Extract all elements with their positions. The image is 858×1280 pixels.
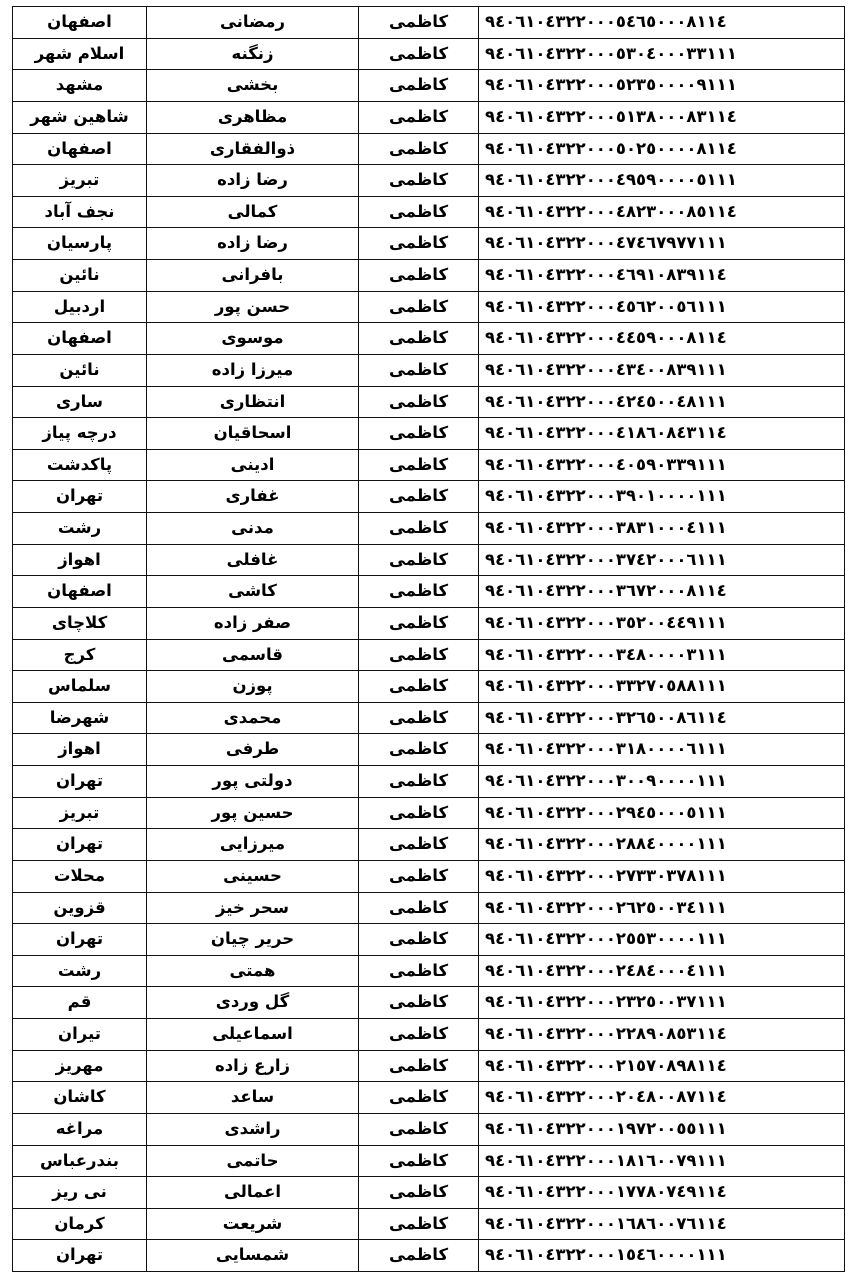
code-cell: ۹٤۰٦۱۰٤۳۲۲۰۰۰٥٤٦٥۰۰۰۸۱۱٤ — [479, 7, 845, 39]
first-name-cell: کاظمی — [359, 829, 479, 861]
city-cell: مهریز — [13, 1050, 147, 1082]
table-row — [13, 196, 845, 228]
code-cell: ۹٤۰٦۱۰٤۳۲۲۰۰۰۱۷۷۸۰۷٤۹۱۱٤ — [479, 1177, 845, 1209]
first-name-cell: کاظمی — [359, 1050, 479, 1082]
first-name-cell: کاظمی — [359, 860, 479, 892]
first-name-cell: کاظمی — [359, 418, 479, 450]
code-cell: ۹٤۰٦۱۰٤۳۲۲۰۰۰۲۹٤٥۰۰۰٥۱۱۱ — [479, 797, 845, 829]
city-cell: اصفهان — [13, 7, 147, 39]
last-name-cell: شریعت — [147, 1208, 359, 1240]
table-row — [13, 829, 845, 861]
code-cell: ۹٤۰٦۱۰٤۳۲۲۰۰۰۱۸۱٦۰۰۷۹۱۱۱ — [479, 1145, 845, 1177]
first-name-cell: کاظمی — [359, 260, 479, 292]
first-name-cell: کاظمی — [359, 1240, 479, 1272]
city-cell: اردبیل — [13, 291, 147, 323]
city-cell: تهران — [13, 924, 147, 956]
table-row — [13, 1177, 845, 1209]
first-name-cell: کاظمی — [359, 924, 479, 956]
first-name-cell: کاظمی — [359, 1082, 479, 1114]
city-cell: تهران — [13, 829, 147, 861]
city-cell: اسلام شهر — [13, 38, 147, 70]
first-name-cell: کاظمی — [359, 70, 479, 102]
table-row — [13, 987, 845, 1019]
last-name-cell: حسینی — [147, 860, 359, 892]
records-table — [12, 6, 845, 1272]
last-name-cell: غفاری — [147, 481, 359, 513]
last-name-cell: محمدی — [147, 702, 359, 734]
table-row — [13, 702, 845, 734]
table-row — [13, 892, 845, 924]
last-name-cell: اسحاقیان — [147, 418, 359, 450]
code-cell: ۹٤۰٦۱۰٤۳۲۲۰۰۰۲۷۳۳۰۳۷۸۱۱۱ — [479, 860, 845, 892]
last-name-cell: راشدی — [147, 1113, 359, 1145]
first-name-cell: کاظمی — [359, 291, 479, 323]
code-cell: ۹٤۰٦۱۰٤۳۲۲۰۰۰۲۳۲٥۰۰۳۷۱۱۱ — [479, 987, 845, 1019]
first-name-cell: کاظمی — [359, 702, 479, 734]
city-cell: محلات — [13, 860, 147, 892]
code-cell: ۹٤۰٦۱۰٤۳۲۲۰۰۰۲٤۸٤۰۰۰٤۱۱۱ — [479, 955, 845, 987]
code-cell: ۹٤۰٦۱۰٤۳۲۲۰۰۰۳۰۰۹۰۰۰۰۱۱۱ — [479, 766, 845, 798]
first-name-cell: کاظمی — [359, 449, 479, 481]
table-row — [13, 228, 845, 260]
code-cell: ۹٤۰٦۱۰٤۳۲۲۰۰۰۳٦۷۲۰۰۰۸۱۱٤ — [479, 576, 845, 608]
first-name-cell: کاظمی — [359, 987, 479, 1019]
last-name-cell: ادینی — [147, 449, 359, 481]
code-cell: ۹٤۰٦۱۰٤۳۲۲۰۰۰۳٤۸۰۰۰۰۳۱۱۱ — [479, 639, 845, 671]
table-row — [13, 671, 845, 703]
last-name-cell: حسن پور — [147, 291, 359, 323]
city-cell: تبریز — [13, 797, 147, 829]
city-cell: اصفهان — [13, 323, 147, 355]
city-cell: نی ریز — [13, 1177, 147, 1209]
table-row — [13, 260, 845, 292]
first-name-cell: کاظمی — [359, 1145, 479, 1177]
table-row — [13, 1208, 845, 1240]
code-cell: ۹٤۰٦۱۰٤۳۲۲۰۰۰۱٥٤٦۰۰۰۰۱۱۱ — [479, 1240, 845, 1272]
table-row — [13, 1050, 845, 1082]
code-cell: ۹٤۰٦۱۰٤۳۲۲۰۰۰٤٤٥۹۰۰۰۸۱۱٤ — [479, 323, 845, 355]
last-name-cell: حریر چیان — [147, 924, 359, 956]
city-cell: درچه پیاز — [13, 418, 147, 450]
table-row — [13, 607, 845, 639]
code-cell: ۹٤۰٦۱۰٤۳۲۲۰۰۰۳۷٤۲۰۰۰٦۱۱۱ — [479, 544, 845, 576]
first-name-cell: کاظمی — [359, 1019, 479, 1051]
code-cell: ۹٤۰٦۱۰٤۳۲۲۰۰۰۳۲٦٥۰۰۸٦۱۱٤ — [479, 702, 845, 734]
code-cell: ۹٤۰٦۱۰٤۳۲۲۰۰۰٥۲۳٥۰۰۰۰۹۱۱۱ — [479, 70, 845, 102]
last-name-cell: همتی — [147, 955, 359, 987]
code-cell: ۹٤۰٦۱۰٤۳۲۲۰۰۰٥۰۲٥۰۰۰۰۸۱۱٤ — [479, 133, 845, 165]
code-cell: ۹٤۰٦۱۰٤۳۲۲۰۰۰۲۸۸٤۰۰۰۰۱۱۱ — [479, 829, 845, 861]
table-row — [13, 291, 845, 323]
last-name-cell: میرزا زاده — [147, 354, 359, 386]
code-cell: ۹٤۰٦۱۰٤۳۲۲۰۰۰٤۱۸٦۰۸٤۳۱۱٤ — [479, 418, 845, 450]
code-cell: ۹٤۰٦۱۰٤۳۲۲۰۰۰۳۳۲۷۰٥۸۸۱۱۱ — [479, 671, 845, 703]
last-name-cell: مظاهری — [147, 101, 359, 133]
table-row — [13, 354, 845, 386]
code-cell: ۹٤۰٦۱۰٤۳۲۲۰۰۰٤٦۹۱۰۸۳۹۱۱٤ — [479, 260, 845, 292]
city-cell: اهواز — [13, 734, 147, 766]
city-cell: پارسیان — [13, 228, 147, 260]
first-name-cell: کاظمی — [359, 7, 479, 39]
code-cell: ۹٤۰٦۱۰٤۳۲۲۰۰۰۲۰٤۸۰۰۸۷۱۱٤ — [479, 1082, 845, 1114]
last-name-cell: کاشی — [147, 576, 359, 608]
code-cell: ۹٤۰٦۱۰٤۳۲۲۰۰۰۱۹۷۲۰۰٥٥۱۱۱ — [479, 1113, 845, 1145]
table-row — [13, 165, 845, 197]
table-row — [13, 70, 845, 102]
last-name-cell: انتظاری — [147, 386, 359, 418]
code-cell: ۹٤۰٦۱۰٤۳۲۲۰۰۰۳۸۳۱۰۰۰٤۱۱۱ — [479, 513, 845, 545]
table-row — [13, 1145, 845, 1177]
code-cell: ۹٤۰٦۱۰٤۳۲۲۰۰۰٤۳٤۰۰۸۳۹۱۱۱ — [479, 354, 845, 386]
table-row — [13, 481, 845, 513]
last-name-cell: ذوالفقاری — [147, 133, 359, 165]
records-table-body — [13, 7, 845, 1272]
table-row — [13, 1240, 845, 1272]
code-cell: ۹٤۰٦۱۰٤۳۲۲۰۰۰۳۱۸۰۰۰۰٦۱۱۱ — [479, 734, 845, 766]
table-row — [13, 544, 845, 576]
code-cell: ۹٤۰٦۱۰٤۳۲۲۰۰۰٤۹٥۹۰۰۰۰٥۱۱۱ — [479, 165, 845, 197]
last-name-cell: ساعد — [147, 1082, 359, 1114]
code-cell: ۹٤۰٦۱۰٤۳۲۲۰۰۰٥۳۰٤۰۰۰۳۳۱۱۱ — [479, 38, 845, 70]
city-cell: بندرعباس — [13, 1145, 147, 1177]
first-name-cell: کاظمی — [359, 481, 479, 513]
last-name-cell: موسوی — [147, 323, 359, 355]
city-cell: نائین — [13, 260, 147, 292]
table-row — [13, 576, 845, 608]
last-name-cell: بخشی — [147, 70, 359, 102]
first-name-cell: کاظمی — [359, 38, 479, 70]
first-name-cell: کاظمی — [359, 1177, 479, 1209]
table-row — [13, 955, 845, 987]
code-cell: ۹٤۰٦۱۰٤۳۲۲۰۰۰٤٥٦۲۰۰٥٦۱۱۱ — [479, 291, 845, 323]
last-name-cell: اعمالی — [147, 1177, 359, 1209]
first-name-cell: کاظمی — [359, 544, 479, 576]
city-cell: رشت — [13, 955, 147, 987]
city-cell: کرمان — [13, 1208, 147, 1240]
code-cell: ۹٤۰٦۱۰٤۳۲۲۰۰۰٤۰٥۹۰۳۳۹۱۱۱ — [479, 449, 845, 481]
code-cell: ۹٤۰٦۱۰٤۳۲۲۰۰۰۳٥۲۰۰٤٤۹۱۱۱ — [479, 607, 845, 639]
first-name-cell: کاظمی — [359, 101, 479, 133]
city-cell: تهران — [13, 481, 147, 513]
table-row — [13, 639, 845, 671]
code-cell: ۹٤۰٦۱۰٤۳۲۲۰۰۰۲٥٥۳۰۰۰۰۱۱۱ — [479, 924, 845, 956]
city-cell: قم — [13, 987, 147, 1019]
city-cell: رشت — [13, 513, 147, 545]
code-cell: ۹٤۰٦۱۰٤۳۲۲۰۰۰۲۱٥۷۰۸۹۸۱۱٤ — [479, 1050, 845, 1082]
city-cell: اصفهان — [13, 576, 147, 608]
last-name-cell: بافرانی — [147, 260, 359, 292]
table-row — [13, 133, 845, 165]
last-name-cell: غافلی — [147, 544, 359, 576]
table-row — [13, 323, 845, 355]
city-cell: تهران — [13, 766, 147, 798]
city-cell: کاشان — [13, 1082, 147, 1114]
table-row — [13, 1113, 845, 1145]
last-name-cell: شمسایی — [147, 1240, 359, 1272]
code-cell: ۹٤۰٦۱۰٤۳۲۲۰۰۰۱٦۸٦۰۰۷٦۱۱٤ — [479, 1208, 845, 1240]
last-name-cell: زنگنه — [147, 38, 359, 70]
city-cell: شاهین شهر — [13, 101, 147, 133]
code-cell: ۹٤۰٦۱۰٤۳۲۲۰۰۰٤۲٤٥۰۰٤۸۱۱۱ — [479, 386, 845, 418]
first-name-cell: کاظمی — [359, 671, 479, 703]
first-name-cell: کاظمی — [359, 607, 479, 639]
city-cell: تیران — [13, 1019, 147, 1051]
table-row — [13, 513, 845, 545]
first-name-cell: کاظمی — [359, 228, 479, 260]
first-name-cell: کاظمی — [359, 165, 479, 197]
table-row — [13, 766, 845, 798]
city-cell: تهران — [13, 1240, 147, 1272]
last-name-cell: گل وردی — [147, 987, 359, 1019]
last-name-cell: کمالی — [147, 196, 359, 228]
table-row — [13, 797, 845, 829]
table-row — [13, 38, 845, 70]
table-row — [13, 924, 845, 956]
last-name-cell: رضا زاده — [147, 228, 359, 260]
first-name-cell: کاظمی — [359, 1208, 479, 1240]
last-name-cell: حسین پور — [147, 797, 359, 829]
city-cell: کلاچای — [13, 607, 147, 639]
city-cell: شهرضا — [13, 702, 147, 734]
city-cell: اصفهان — [13, 133, 147, 165]
table-row — [13, 1019, 845, 1051]
first-name-cell: کاظمی — [359, 892, 479, 924]
first-name-cell: کاظمی — [359, 766, 479, 798]
first-name-cell: کاظمی — [359, 1113, 479, 1145]
last-name-cell: مدنی — [147, 513, 359, 545]
last-name-cell: طرفی — [147, 734, 359, 766]
first-name-cell: کاظمی — [359, 955, 479, 987]
table-row — [13, 418, 845, 450]
first-name-cell: کاظمی — [359, 354, 479, 386]
city-cell: اهواز — [13, 544, 147, 576]
first-name-cell: کاظمی — [359, 133, 479, 165]
last-name-cell: رمضانی — [147, 7, 359, 39]
last-name-cell: رضا زاده — [147, 165, 359, 197]
code-cell: ۹٤۰٦۱۰٤۳۲۲۰۰۰٤۷٤٦۷۹۷۷۱۱۱ — [479, 228, 845, 260]
code-cell: ۹٤۰٦۱۰٤۳۲۲۰۰۰۲٦۲٥۰۰۳٤۱۱۱ — [479, 892, 845, 924]
city-cell: ساری — [13, 386, 147, 418]
first-name-cell: کاظمی — [359, 576, 479, 608]
table-row — [13, 734, 845, 766]
code-cell: ۹٤۰٦۱۰٤۳۲۲۰۰۰۲۲۸۹۰۸٥۳۱۱٤ — [479, 1019, 845, 1051]
city-cell: مراغه — [13, 1113, 147, 1145]
table-row — [13, 860, 845, 892]
last-name-cell: اسماعیلی — [147, 1019, 359, 1051]
city-cell: سلماس — [13, 671, 147, 703]
first-name-cell: کاظمی — [359, 734, 479, 766]
first-name-cell: کاظمی — [359, 196, 479, 228]
city-cell: تبریز — [13, 165, 147, 197]
city-cell: نائین — [13, 354, 147, 386]
table-row — [13, 449, 845, 481]
first-name-cell: کاظمی — [359, 639, 479, 671]
city-cell: قزوین — [13, 892, 147, 924]
first-name-cell: کاظمی — [359, 513, 479, 545]
table-row — [13, 1082, 845, 1114]
last-name-cell: پوزن — [147, 671, 359, 703]
city-cell: پاکدشت — [13, 449, 147, 481]
code-cell: ۹٤۰٦۱۰٤۳۲۲۰۰۰۳۹۰۱۰۰۰۰۱۱۱ — [479, 481, 845, 513]
table-row — [13, 7, 845, 39]
table-row — [13, 101, 845, 133]
table-row — [13, 386, 845, 418]
code-cell: ۹٤۰٦۱۰٤۳۲۲۰۰۰٥۱۳۸۰۰۰۸۳۱۱٤ — [479, 101, 845, 133]
city-cell: کرج — [13, 639, 147, 671]
last-name-cell: حاتمی — [147, 1145, 359, 1177]
last-name-cell: صفر زاده — [147, 607, 359, 639]
last-name-cell: میرزایی — [147, 829, 359, 861]
city-cell: مشهد — [13, 70, 147, 102]
last-name-cell: قاسمی — [147, 639, 359, 671]
city-cell: نجف آباد — [13, 196, 147, 228]
first-name-cell: کاظمی — [359, 797, 479, 829]
first-name-cell: کاظمی — [359, 386, 479, 418]
last-name-cell: دولتی پور — [147, 766, 359, 798]
code-cell: ۹٤۰٦۱۰٤۳۲۲۰۰۰٤۸۲۳۰۰۰۸٥۱۱٤ — [479, 196, 845, 228]
first-name-cell: کاظمی — [359, 323, 479, 355]
last-name-cell: سحر خیز — [147, 892, 359, 924]
last-name-cell: زارع زاده — [147, 1050, 359, 1082]
